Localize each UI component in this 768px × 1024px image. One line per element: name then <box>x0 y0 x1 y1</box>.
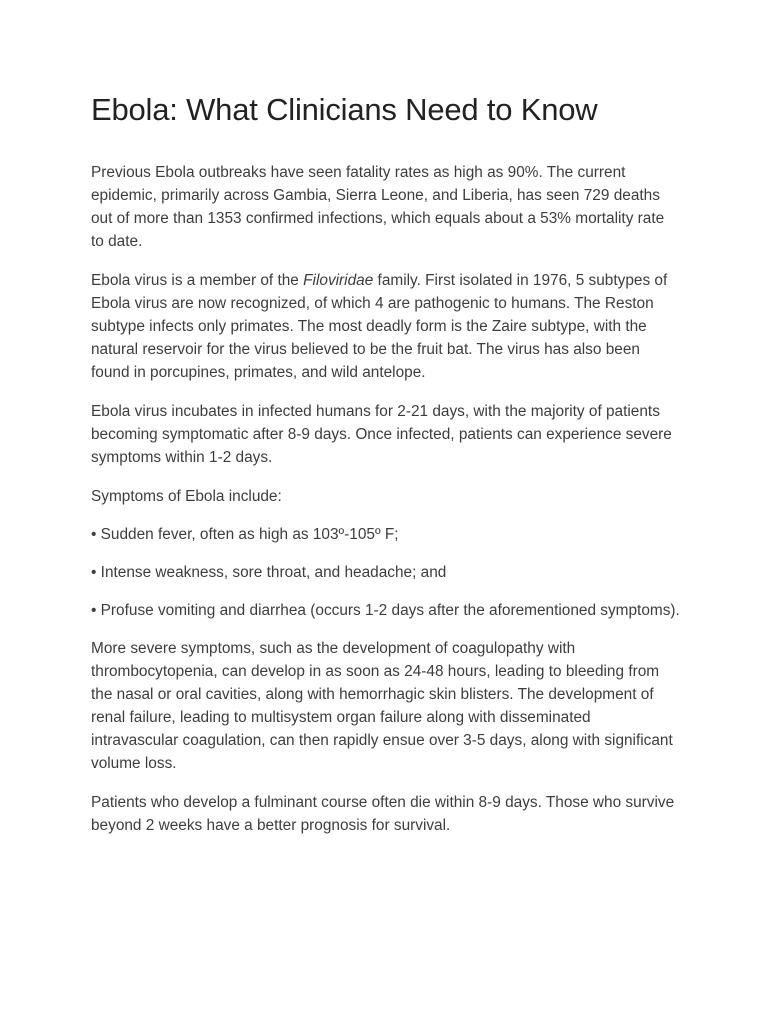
paragraph-prognosis: Patients who develop a fulminant course often die within 8-9 days. Those who survive beyond 2 weeks have a better prognosis for survival. <box>91 794 675 834</box>
article-page <box>91 86 681 853</box>
bullet-weakness: • Intense weakness, sore throat, and headache; and <box>91 564 447 581</box>
paragraph-virus-family-start: Ebola virus is a member of the <box>91 272 304 289</box>
article-title: Ebola: What Clinicians Need to Know <box>91 92 598 127</box>
paragraph-severe-symptoms: More severe symptoms, such as the development of coagulopathy with thrombocytopenia, can develop in as soon as 24-48 hours, leading to bleeding from the nasal or oral cavities, along with hemorrhagic skin blisters. The development of renal failure, leading to multisystem organ failure along with disseminated intravascular coagulation, can then rapidly ensue over 3-5 days, along with significant volume loss. <box>91 640 673 772</box>
paragraph-virus-family <box>91 269 681 384</box>
paragraph-symptoms-intro: Symptoms of Ebola include: <box>91 488 282 505</box>
family-name-italic: Filoviridae <box>303 272 374 289</box>
paragraph-incubation: Ebola virus incubates in infected humans for 2-21 days, with the majority of patients becoming symptomatic after 8-9 days. Once infected, patients can experience severe symptoms within 1-2 days. <box>91 403 672 466</box>
bullet-vomiting: • Profuse vomiting and diarrhea (occurs 1-2 days after the aforementioned symptoms). <box>91 602 680 619</box>
paragraph-fatality-rates: Previous Ebola outbreaks have seen fatality rates as high as 90%. The current epidemic, primarily across Gambia, Sierra Leone, and Liberia, has seen 729 deaths out of more than 1353 confirmed infections, which equals about a 53% mortality rate to date. <box>91 164 665 250</box>
paragraph-virus-family-rest: family. First isolated in 1976, 5 subtypes of Ebola virus are now recognized, of which 4 are pathogenic to humans. The Reston subtype infects only primates. The most deadly form is the Zaire subtype, with the natural reservoir for the virus believed to be the fruit bat. The virus has also been found in porcupines, primates, and wild antelope. <box>91 272 668 381</box>
bullet-fever: • Sudden fever, often as high as 103º-105º F; <box>91 526 399 543</box>
